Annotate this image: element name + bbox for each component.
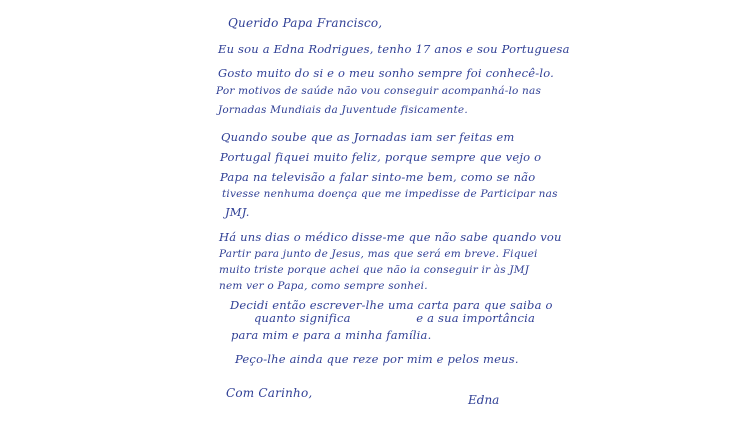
paragraph-1-line-1: Eu sou a Edna Rodrigues, tenho 17 anos e sou Portuguesa [218, 42, 570, 56]
paragraph-2-line-3: Papa na televisão a falar sinto-me bem, como se não [220, 170, 536, 184]
paragraph-3-line-3: muito triste porque achei que não ia conseguir ir às JMJ [219, 264, 530, 276]
paragraph-1-line-2: Gosto muito do si e o meu sonho sempre foi conhecê-lo. [218, 66, 555, 80]
paragraph-5: Peço-lhe ainda que reze por mim e pelos meus. [235, 352, 519, 366]
closing: Com Carinho, [226, 386, 313, 400]
signature: Edna [468, 393, 500, 407]
paragraph-1-line-4: Jornadas Mundiais da Juventude fisicamente. [218, 104, 468, 116]
paragraph-2-line-1: Quando soube que as Jornadas iam ser feitas em [221, 130, 515, 144]
paragraph-2-line-5: JMJ. [225, 205, 250, 219]
paragraph-3-line-1: Há uns dias o médico disse-me que não sabe quando vou [219, 230, 562, 244]
paragraph-1-line-3: Por motivos de saúde não vou conseguir acompanhá-lo nas [216, 85, 542, 97]
paragraph-2-line-2: Portugal fiquei muito feliz, porque sempre que vejo o [220, 150, 542, 164]
paragraph-4-line-3: para mim e para a minha família. [231, 328, 432, 342]
greeting: Querido Papa Francisco, [228, 16, 383, 30]
paragraph-3-line-4: nem ver o Papa, como sempre sonhei. [219, 280, 428, 292]
paragraph-4-line-2: quanto significa e a sua importância [254, 311, 536, 325]
paragraph-2-line-4: tivesse nenhuma doença que me impedisse de Participar nas [222, 188, 558, 200]
paragraph-3-line-2: Partir para junto de Jesus, mas que será em breve. Fiquei [219, 248, 538, 260]
paragraph-4-line-1: Decidi então escrever-lhe uma carta para que saiba o [230, 298, 553, 312]
